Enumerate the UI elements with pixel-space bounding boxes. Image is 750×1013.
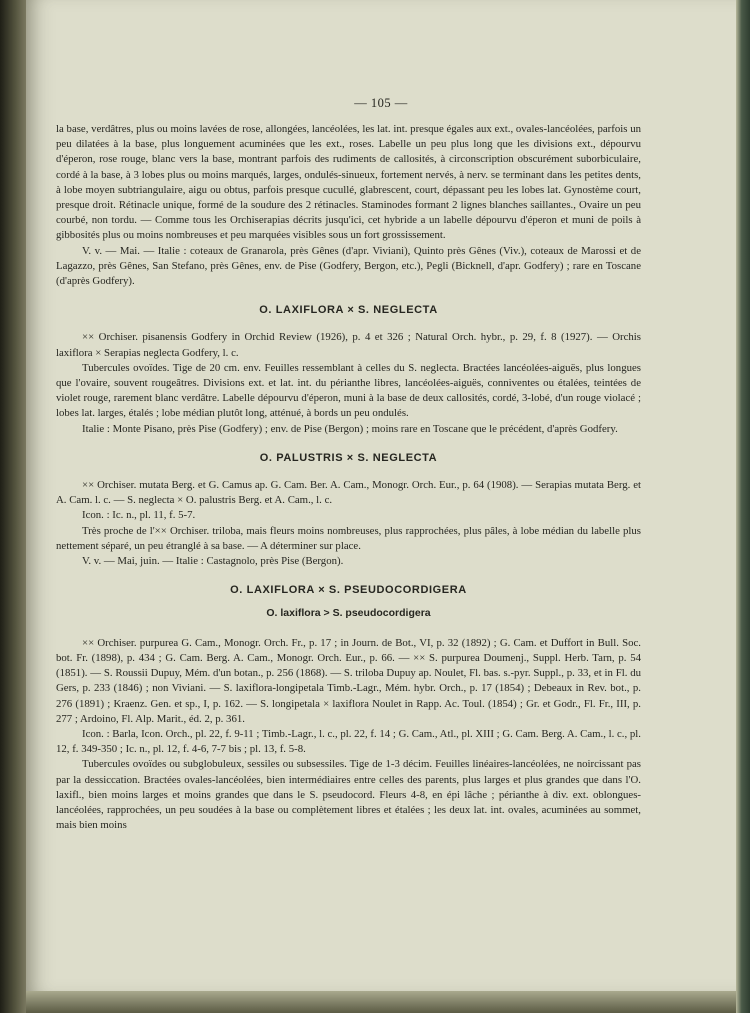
book-binding: [0, 0, 26, 1013]
locality-paragraph: V. v. — Mai, juin. — Italie : Castagnolo, près Pise (Bergon).: [82, 555, 344, 568]
page-edge-bottom: [26, 991, 736, 1013]
section-heading-laxiflora-neglecta: O. LAXIFLORA × S. NEGLECTA: [259, 304, 438, 317]
description-paragraph: Tubercules ovoïdes. Tige de 20 cm. env. Feuilles ressemblant à celles du S. neglecta. Bractées lancéolées-aiguës, plus longues que l'ovaire, souvent rougeâtres. Divisions ext. et lat. int. du périanthe libres, lancéolées-aiguës, conniventes ou étalées, teintées de violet rouge, rarement blanc verdâtre. Labelle dépourvu d'éperon, muni à la base de deux callosités, cordé, 3-lobé, d'un rouge violacé ; lobes lat. larges, étalés ; lobe médian plutôt long, atténué, à bords un peu ondulés.: [56, 361, 641, 420]
section-heading-laxiflora-pseudocordigera: O. LAXIFLORA × S. PSEUDOCORDIGERA: [230, 584, 467, 597]
synonymy-paragraph: ×× Orchiser. mutata Berg. et G. Camus ap. G. Cam. Ber. A. Cam., Monogr. Orch. Eur., p. 64 (1908). — Serapias mutata Berg. et A. Cam. l. c. — S. neglecta × O. palustris Berg. et A. Cam., l. c.: [56, 479, 641, 507]
locality-paragraph: Italie : Monte Pisano, près Pise (Godfery) ; env. de Pise (Bergon) ; moins rare en Toscane que le précédent, d'après Godfery.: [82, 422, 618, 435]
icon-reference: Icon. : Barla, Icon. Orch., pl. 22, f. 9-11 ; Timb.-Lagr., l. c., pl. 22, f. 14 ; G. Cam., Atl., pl. XIII ; G. Cam. Berg. A. Cam., l. c., pl. 12, f. 349-350 ; Ic. n., pl. 12, f. 4-6, 7-7 bis ; pl. 13, f. 5-8.: [56, 727, 641, 756]
synonymy-paragraph: ×× Orchiser. pisanensis Godfery in Orchid Review (1926), p. 4 et 326 ; Natural Orch. hybr., p. 29, f. 8 (1927). — Orchis laxiflora × Serapias neglecta Godfery, l. c.: [56, 331, 641, 359]
paragraph-locality: V. v. — Mai. — Italie : coteaux de Granarola, près Gênes (d'apr. Viviani), Quinto près Gênes (Viv.), coteaux de Marossi et de Lagazzo, près Gênes, San Stefano, près Gênes, env. de Pise (Godfery, Bergon, etc.), Pegli (Bicknell, d'apr. Godfery) ; rare en Toscane (d'après Godfery).: [56, 244, 641, 288]
book-page: [26, 0, 736, 991]
page-number: — 105 —: [354, 96, 408, 110]
synonymy-paragraph: ×× Orchiser. purpurea G. Cam., Monogr. Orch. Fr., p. 17 ; in Journ. de Bot., VI, p. 32 (1892) ; G. Cam. et Duffort in Bull. Soc. bot. Fr. (1898), p. 434 ; G. Cam. Berg. A. Cam., Monogr. Orch. Eur., p. 66. — ×× S. purpurea Doumenj., Suppl. Herb. Tarn, p. 54 (1851). — S. Roussii Dupuy, Mém. d'un botan., p. 256 (1868). — S. triloba Dupuy ap. Noulet, Fl. bas. s.-pyr. Suppl., p. 33, et in Fl. du Gers, p. 233 (1846) ; non Viviani. — S. laxiflora-longipetala Timb.-Lagr., Mém. hybr. Orch., p. 17 (1854) ; Debeaux in Rev. bot., p. 276 (1891) ; Kraenz. Gen. et sp., I, p. 162. — S. longipetala × laxiflora Noulet in Rapp. Ac. Toul. (1854) ; Gr. et Godr., Fl. Fr., III, p. 277 ; Ardoino, Fl. Alp. Marit., éd. 2, p. 361.: [56, 636, 641, 725]
page-edge-right: [736, 0, 750, 1013]
page-content: [56, 122, 641, 833]
section-subheading: O. laxiflora > S. pseudocordigera: [266, 607, 431, 620]
section-heading-palustris-neglecta: O. PALUSTRIS × S. NEGLECTA: [259, 451, 438, 464]
description-paragraph: Très proche de l'×× Orchiser. triloba, mais fleurs moins nombreuses, plus rapprochées, plus pâles, à lobe médian du labelle plus nettement séparé, un peu étranglé à sa base. — A déterminer sur place.: [56, 524, 641, 552]
icon-reference: Icon. : Ic. n., pl. 11, f. 5-7.: [82, 509, 196, 522]
paragraph-continuation: la base, verdâtres, plus ou moins lavées de rose, allongées, lancéolées, les lat. int. presque égales aux ext., ovales-lancéolées, parfois un peu dilatées à la base, plus longuement acuminées que les ext., roses. Labelle un peu plus long que les divisions ext., dépourvu d'éperon, rose rouge, blanc vers la base, montrant parfois des rudiments de callosités, à circonscription obscurément suborbiculaire, cordé à la base, à 3 lobes plus ou moins marqués, larges, ondulés-sinueux, fortement nervés, à nerv. se terminant dans les petites dents, à lobe moyen subtriangulaire, aigu ou obtus, parfois presque cucullé, glabrescent, court, dépassant peu les lobes lat. Gynostème court, presque droit. Rétinacle unique, formé de la soudure des 2 rétinacles. Staminodes formant 2 lignes blanches saillantes., Ovaire un peu courbé, non tordu. — Comme tous les Orchiserapias décrits jusqu'ici, cet hybride a un labelle dépourvu d'éperon et muni de poils à gibbosités plus ou moins nombreuses et peu marquées visibles sous un fort grossissement.: [56, 123, 641, 242]
description-paragraph: Tubercules ovoïdes ou subglobuleux, sessiles ou subsessiles. Tige de 1-3 décim. Feuilles linéaires-lancéolées, ne noircissant pas par la dessiccation. Bractées ovales-lancéolées, bien intermédiaires entre celles des parents, plus larges et plus grandes que dans l'O. laxifl., bien moins larges et moins grandes que dans le S. pseudocord. Fleurs 4-8, en épi lâche ; périanthe à div. ext. oblongues-lancéolées, rapprochées, un peu soudées à la base ou complètement libres et étalées ; les deux lat. int. ovales, acuminées au sommet, mais bien moins: [56, 758, 641, 832]
